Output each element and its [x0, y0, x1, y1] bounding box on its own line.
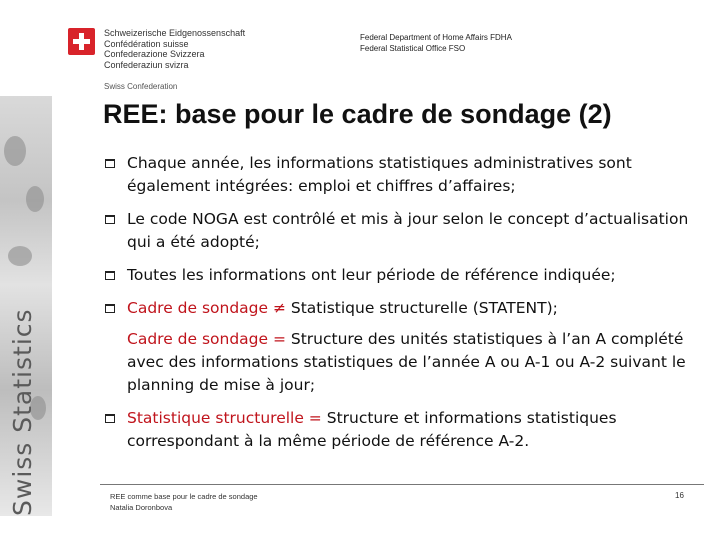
footer-title: REE comme base pour le cadre de sondage [110, 492, 258, 501]
office-name: Federal Statistical Office FSO [360, 44, 466, 53]
confederation-en: Swiss Confederation [104, 82, 178, 91]
lang-it: Confederazione Svizzera [104, 49, 205, 59]
footer-author: Natalia Doronbova [110, 503, 173, 512]
decorative-figure [4, 136, 26, 166]
bullet-icon [105, 271, 115, 280]
bullet-icon [105, 304, 115, 313]
bullet-text: Toutes les informations ont leur période de référence indiquée; [127, 266, 616, 284]
bullet-icon [105, 414, 115, 423]
footer-divider [100, 484, 704, 485]
bullet-highlight: Cadre de sondage = [127, 330, 286, 348]
page-number: 16 [675, 491, 684, 500]
footer-info [110, 491, 258, 513]
bullet-text: Statistique structurelle (STATENT); [285, 299, 558, 317]
bullet-item [104, 328, 704, 397]
slide-title: REE: base pour le cadre de sondage (2) [103, 99, 612, 129]
department-name: Federal Department of Home Affairs FDHA [360, 33, 512, 42]
bullet-highlight: Statistique structurelle = [127, 409, 322, 427]
lang-de: Schweizerische Eidgenossenschaft [104, 28, 246, 38]
bullet-item [104, 208, 704, 254]
swiss-flag-icon [68, 28, 95, 55]
bullet-icon [105, 159, 115, 168]
confederation-names [104, 28, 245, 70]
bullet-item [104, 264, 704, 287]
bullet-item [104, 407, 704, 453]
decorative-figure [26, 186, 44, 212]
bullet-highlight: Cadre de sondage ≠ [127, 299, 286, 317]
lang-fr: Confédération suisse [104, 38, 189, 49]
bullet-item [104, 152, 704, 198]
sidebar-label: Swiss Statistics [8, 308, 37, 516]
sidebar-photo-band [0, 96, 52, 516]
decorative-figure [8, 246, 32, 266]
bullet-text: Le code NOGA est contrôlé et mis à jour selon le concept d’actualisation qui a été adopté; [127, 210, 689, 251]
department-info [360, 32, 512, 54]
bullet-list [104, 152, 704, 463]
bullet-text: Structure des unités statistiques à l’an A complété avec des informations statistiques de l’année A ou A-1 ou A-2 suivant le planning de mise à jour; [127, 330, 686, 394]
bullet-text: Chaque année, les informations statistiques administratives sont également intégrées: emploi et chiffres d’affaires; [127, 154, 632, 195]
lang-rm: Confederaziun svizra [104, 59, 189, 70]
bullet-item [104, 297, 704, 320]
bullet-icon [105, 215, 115, 224]
bullet-text: Structure et informations statistiques correspondant à la même période de référence A-2. [127, 409, 617, 450]
